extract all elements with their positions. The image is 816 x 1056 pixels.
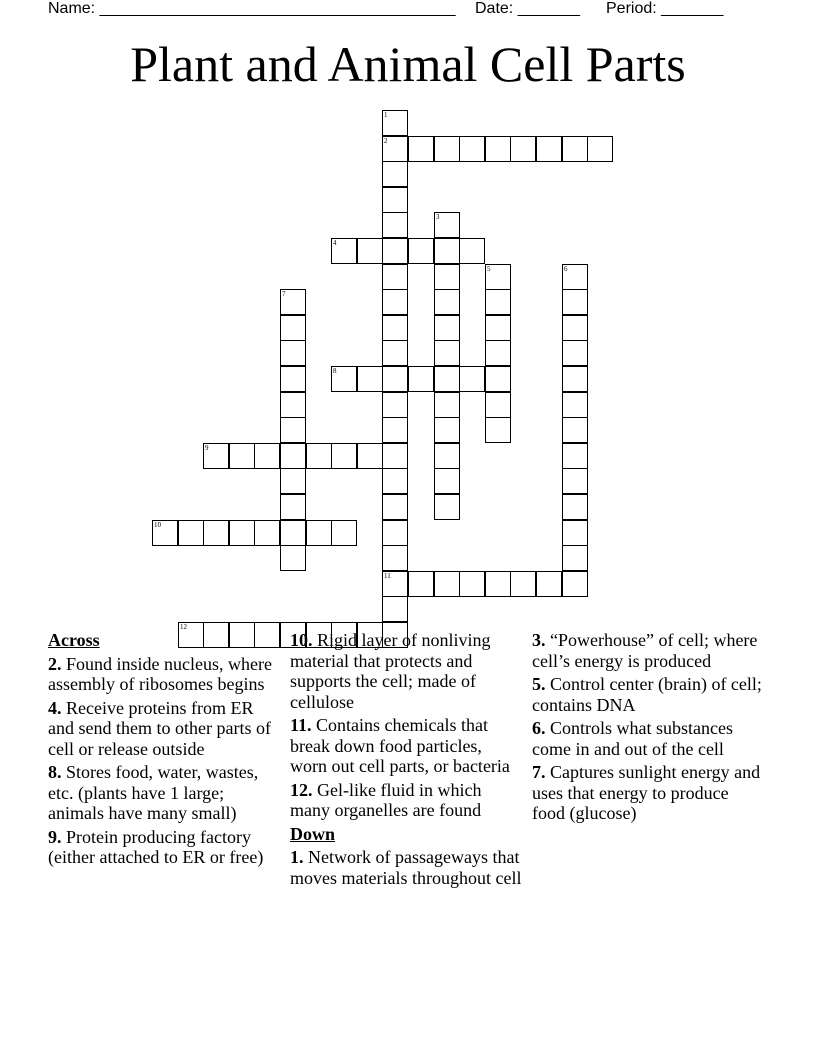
crossword-cell[interactable] <box>587 136 613 162</box>
crossword-cell[interactable] <box>203 443 229 469</box>
crossword-cell[interactable] <box>382 187 408 213</box>
crossword-cell[interactable] <box>562 289 588 315</box>
crossword-cell[interactable] <box>510 136 536 162</box>
clue-number: 11 <box>384 572 391 580</box>
name-field-label: Name: ________________________________________ <box>48 0 456 17</box>
crossword-cell[interactable] <box>280 289 306 315</box>
crossword-cell[interactable] <box>382 417 408 443</box>
across-clue-12: 12. Gel-like fluid in which many organelles are found <box>290 779 482 820</box>
crossword-cell[interactable] <box>382 494 408 520</box>
clue-number: 6 <box>564 265 568 273</box>
crossword-cell[interactable] <box>280 392 306 418</box>
crossword-cell[interactable] <box>434 494 460 520</box>
crossword-cell[interactable] <box>434 571 460 597</box>
clue-number: 4 <box>333 239 337 247</box>
crossword-cell[interactable] <box>280 340 306 366</box>
crossword-cell[interactable] <box>408 571 434 597</box>
crossword-cell[interactable] <box>382 340 408 366</box>
crossword-cell[interactable] <box>562 136 588 162</box>
crossword-cell[interactable] <box>331 520 357 546</box>
clue-number: 12 <box>180 623 187 631</box>
crossword-cell[interactable] <box>434 366 460 392</box>
crossword-cell[interactable] <box>306 520 332 546</box>
crossword-cell[interactable] <box>382 289 408 315</box>
crossword-cell[interactable] <box>254 443 280 469</box>
down-clue-3: 3. “Powerhouse” of cell; where cell’s energy is produced <box>532 630 758 671</box>
crossword-cell[interactable] <box>331 238 357 264</box>
down-heading: Down <box>290 823 336 844</box>
crossword-cell[interactable] <box>562 494 588 520</box>
crossword-cell[interactable] <box>562 545 588 571</box>
crossword-cell[interactable] <box>485 289 511 315</box>
crossword-cell[interactable] <box>562 571 588 597</box>
crossword-cell[interactable] <box>434 443 460 469</box>
crossword-cell[interactable] <box>382 366 408 392</box>
crossword-cell[interactable] <box>562 366 588 392</box>
down-clue-1: 1. Network of passageways that moves materials throughout cell <box>290 847 522 888</box>
crossword-cell[interactable] <box>382 596 408 622</box>
clue-number: 5 <box>487 265 491 273</box>
clue-number: 2 <box>384 137 388 145</box>
crossword-cell[interactable] <box>434 392 460 418</box>
clue-number: 1 <box>384 111 388 119</box>
crossword-cell[interactable] <box>536 136 562 162</box>
crossword-cell[interactable] <box>562 315 588 341</box>
down-clue-7: 7. Captures sunlight energy and uses that energy to produce food (glucose) <box>532 762 761 823</box>
crossword-cell[interactable] <box>382 571 408 597</box>
crossword-cell[interactable] <box>408 136 434 162</box>
across-clue-11: 11. Contains chemicals that break down food particles, worn out cell parts, or bacteria <box>290 715 510 776</box>
crossword-cell[interactable] <box>485 264 511 290</box>
crossword-cell[interactable] <box>280 443 306 469</box>
crossword-cell[interactable] <box>485 315 511 341</box>
crossword-cell[interactable] <box>178 520 204 546</box>
crossword-cell[interactable] <box>382 264 408 290</box>
crossword-cell[interactable] <box>434 264 460 290</box>
crossword-cell[interactable] <box>434 136 460 162</box>
crossword-cell[interactable] <box>382 545 408 571</box>
crossword-cell[interactable] <box>434 417 460 443</box>
crossword-cell[interactable] <box>331 366 357 392</box>
date-field-label: Date: _______ <box>475 0 580 17</box>
clues-column-2 <box>290 630 522 891</box>
crossword-cell[interactable] <box>280 545 306 571</box>
clues-column-3 <box>532 630 764 827</box>
crossword-cell[interactable] <box>382 392 408 418</box>
crossword-cell[interactable] <box>357 443 383 469</box>
down-clue-6: 6. Controls what substances come in and out of the cell <box>532 718 733 759</box>
period-field-label: Period: _______ <box>606 0 724 17</box>
crossword-cell[interactable] <box>485 136 511 162</box>
crossword-cell[interactable] <box>280 494 306 520</box>
clue-number: 7 <box>282 290 286 298</box>
crossword-cell[interactable] <box>562 392 588 418</box>
crossword-cell[interactable] <box>434 238 460 264</box>
crossword-cell[interactable] <box>485 392 511 418</box>
crossword-cell[interactable] <box>280 315 306 341</box>
crossword-cell[interactable] <box>408 366 434 392</box>
down-clue-5: 5. Control center (brain) of cell; contains DNA <box>532 674 762 715</box>
crossword-cell[interactable] <box>459 571 485 597</box>
crossword-cell[interactable] <box>562 340 588 366</box>
crossword-cell[interactable] <box>280 520 306 546</box>
crossword-cell[interactable] <box>562 417 588 443</box>
crossword-cell[interactable] <box>434 315 460 341</box>
crossword-cell[interactable] <box>485 571 511 597</box>
crossword-cell[interactable] <box>459 366 485 392</box>
crossword-cell[interactable] <box>254 520 280 546</box>
across-clue-8: 8. Stores food, water, wastes, etc. (plants have 1 large; animals have many small) <box>48 762 259 823</box>
crossword-cell[interactable] <box>562 264 588 290</box>
crossword-cell[interactable] <box>562 468 588 494</box>
crossword-cell[interactable] <box>434 289 460 315</box>
crossword-cell[interactable] <box>485 417 511 443</box>
crossword-cell[interactable] <box>280 366 306 392</box>
clue-number: 9 <box>205 444 209 452</box>
crossword-cell[interactable] <box>382 110 408 136</box>
clue-number: 3 <box>436 213 440 221</box>
crossword-cell[interactable] <box>203 520 229 546</box>
crossword-cell[interactable] <box>280 417 306 443</box>
page-title: Plant and Animal Cell Parts <box>130 36 686 92</box>
crossword-cell[interactable] <box>229 443 255 469</box>
crossword-cell[interactable] <box>152 520 178 546</box>
crossword-cell[interactable] <box>382 161 408 187</box>
crossword-cell[interactable] <box>382 443 408 469</box>
crossword-cell[interactable] <box>331 443 357 469</box>
crossword-cell[interactable] <box>382 315 408 341</box>
crossword-cell[interactable] <box>357 366 383 392</box>
crossword-cell[interactable] <box>485 366 511 392</box>
across-heading: Across <box>48 630 100 650</box>
crossword-cell[interactable] <box>229 520 255 546</box>
across-clue-4: 4. Receive proteins from ER and send them to other parts of cell or release outside <box>48 697 271 759</box>
crossword-cell[interactable] <box>382 136 408 162</box>
crossword-cell[interactable] <box>434 212 460 238</box>
clue-number: 10 <box>154 521 161 529</box>
crossword-cell[interactable] <box>459 136 485 162</box>
crossword-cell[interactable] <box>382 468 408 494</box>
crossword-cell[interactable] <box>510 571 536 597</box>
crossword-cell[interactable] <box>382 212 408 238</box>
crossword-cell[interactable] <box>382 520 408 546</box>
crossword-cell[interactable] <box>562 520 588 546</box>
crossword-cell[interactable] <box>562 443 588 469</box>
across-clue-9: 9. Protein producing factory (either attached to ER or free) <box>48 826 264 867</box>
across-clue-10: 10. Rigid layer of nonliving material that protects and supports the cell; made of cellulose <box>290 630 491 712</box>
clue-number: 8 <box>333 367 337 375</box>
crossword-cell[interactable] <box>434 340 460 366</box>
clues-column-1 <box>48 630 280 871</box>
crossword-cell[interactable] <box>408 238 434 264</box>
crossword-cell[interactable] <box>382 238 408 264</box>
across-clue-2: 2. Found inside nucleus, where assembly of ribosomes begins <box>48 653 272 694</box>
crossword-cell[interactable] <box>306 443 332 469</box>
crossword-cell[interactable] <box>280 468 306 494</box>
crossword-cell[interactable] <box>485 340 511 366</box>
crossword-cell[interactable] <box>459 238 485 264</box>
crossword-cell[interactable] <box>536 571 562 597</box>
crossword-cell[interactable] <box>434 468 460 494</box>
crossword-cell[interactable] <box>357 238 383 264</box>
